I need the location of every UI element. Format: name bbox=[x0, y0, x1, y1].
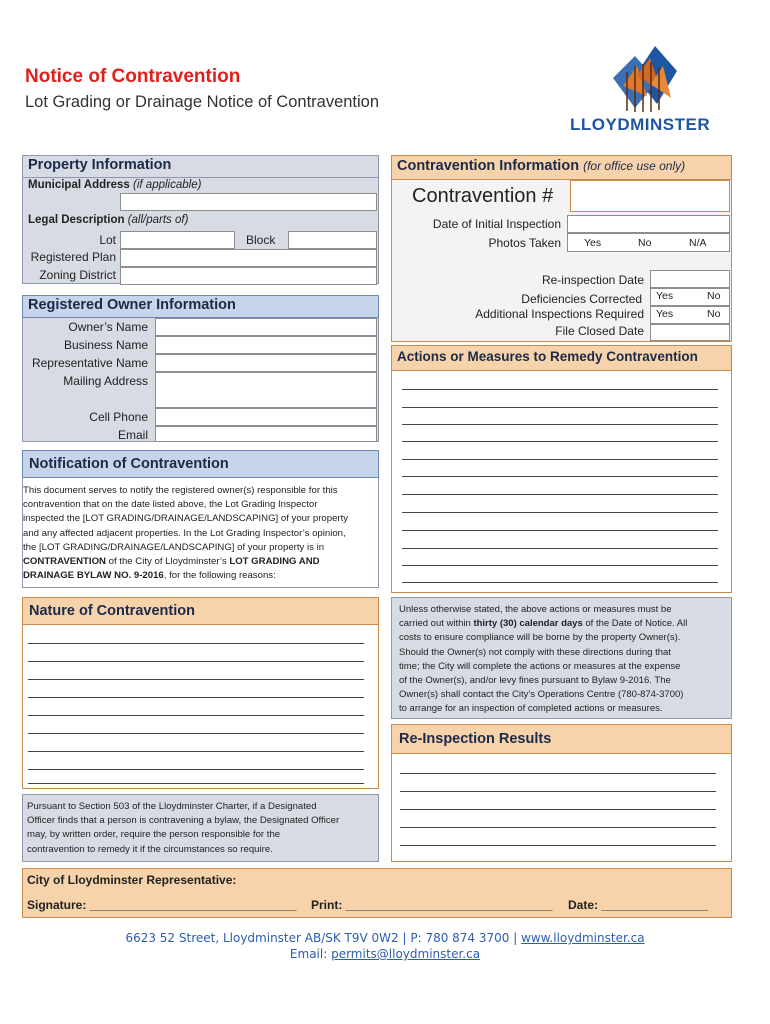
actions-line[interactable] bbox=[402, 424, 718, 425]
cell-phone-field[interactable] bbox=[155, 408, 377, 426]
actions-line[interactable] bbox=[402, 476, 718, 477]
photos-yes-option[interactable]: Yes bbox=[584, 237, 602, 249]
photos-no-option[interactable]: No bbox=[638, 237, 652, 249]
actions-line[interactable] bbox=[402, 548, 718, 549]
nature-line[interactable] bbox=[28, 643, 364, 644]
actions-line[interactable] bbox=[402, 582, 718, 583]
representative-name-field[interactable] bbox=[155, 354, 377, 372]
email-label-footer: Email: bbox=[289, 947, 332, 961]
nature-title: Nature of Contravention bbox=[29, 603, 195, 619]
representative-name-label: Representative Name bbox=[31, 356, 148, 370]
logo-text: LLOYDMINSTER bbox=[570, 115, 711, 134]
additional-yes-option[interactable]: Yes bbox=[656, 308, 674, 320]
actions-line[interactable] bbox=[402, 494, 718, 495]
date-initial-inspection-field[interactable] bbox=[567, 215, 730, 233]
nature-line[interactable] bbox=[28, 715, 364, 716]
contravention-number-label: Contravention # bbox=[412, 185, 554, 207]
reinspection-line[interactable] bbox=[400, 809, 716, 810]
actions-line[interactable] bbox=[402, 407, 718, 408]
photos-na-option[interactable]: N/A bbox=[689, 237, 707, 249]
deficiencies-yes-option[interactable]: Yes bbox=[656, 290, 674, 302]
nature-line[interactable] bbox=[28, 783, 364, 784]
lot-field[interactable] bbox=[120, 231, 235, 249]
charter-text: Pursuant to Section 503 of the Lloydminster Charter, if a Designated Officer finds that a person is contravening a bylaw, the Designated Officer may, by written order, require the person responsible for the contravention to remedy it if the circumstances so require. bbox=[27, 801, 340, 855]
actions-line[interactable] bbox=[402, 565, 718, 566]
notification-text: This document serves to notify the registered owner(s) responsible for this contravention that on the date listed above, the Lot Grading Inspector inspected the [LOT GRADING/DRAINAGE/LANDSCAPING] of your property and any affected adjacent properties. In the Lot Grading Inspector’s opinion, the [LOT GRADING/DRAINAGE/LANDSCAPING] of your property is in CONTRAVENTION of the City of Lloydminster’s LOT GRADING AND DRAINAGE BYLAW NO. 9-2016, for the following reasons: bbox=[23, 485, 349, 582]
zoning-district-label: Zoning District bbox=[39, 268, 116, 282]
page-title: Notice of Contravention bbox=[25, 66, 241, 87]
email-label: Email bbox=[117, 428, 148, 442]
signature-field[interactable]: Signature: _______________________________ bbox=[27, 898, 297, 912]
reinspection-line[interactable] bbox=[400, 773, 716, 774]
nature-line[interactable] bbox=[28, 679, 364, 680]
municipal-address-field[interactable] bbox=[120, 193, 377, 211]
business-name-field[interactable] bbox=[155, 336, 377, 354]
page-subtitle: Lot Grading or Drainage Notice of Contravention bbox=[25, 93, 380, 111]
reinspection-title: Re-Inspection Results bbox=[399, 731, 552, 747]
deficiencies-no-option[interactable]: No bbox=[707, 290, 721, 302]
email-link[interactable]: permits@lloydminster.ca bbox=[331, 947, 481, 961]
business-name-label: Business Name bbox=[63, 338, 148, 352]
legal-description-label: Legal Description (all/parts of) bbox=[28, 214, 189, 226]
nature-line[interactable] bbox=[28, 733, 364, 734]
cell-phone-label: Cell Phone bbox=[89, 410, 148, 424]
actions-line[interactable] bbox=[402, 441, 718, 442]
actions-line[interactable] bbox=[402, 459, 718, 460]
reinspection-line[interactable] bbox=[400, 791, 716, 792]
footer-email-line bbox=[0, 947, 770, 961]
compliance-text: Unless otherwise stated, the above actions or measures must be carried out within thirty (30) calendar days of the Date of Notice. All costs to ensure compliance will be borne by the property Owner(s). Should the Owner(s) not comply with these directions during that time; the City will complete the actions or measures at the expense of the Owner(s), and/or levy fines pursuant to Bylaw 9-2016. The Owner(s) shall contact the City’s Operations Centre (780-874-3700) to arrange for an inspection of completed actions or measures. bbox=[399, 604, 688, 715]
owner-info-title: Registered Owner Information bbox=[28, 297, 236, 313]
nature-line[interactable] bbox=[28, 769, 364, 770]
owners-name-label: Owner’s Name bbox=[68, 320, 148, 334]
lot-label: Lot bbox=[99, 233, 116, 247]
actions-line[interactable] bbox=[402, 389, 718, 390]
photos-taken-label: Photos Taken bbox=[488, 236, 561, 250]
date-initial-inspection-label: Date of Initial Inspection bbox=[432, 217, 561, 231]
contravention-number-field[interactable] bbox=[570, 180, 730, 212]
deficiencies-corrected-label: Deficiencies Corrected bbox=[521, 292, 642, 306]
mailing-address-field[interactable] bbox=[155, 372, 377, 408]
registered-plan-field[interactable] bbox=[120, 249, 377, 267]
website-link[interactable]: www.lloydminster.ca bbox=[521, 931, 645, 945]
reinspection-date-label: Re-inspection Date bbox=[541, 273, 644, 287]
additional-no-option[interactable]: No bbox=[707, 308, 721, 320]
reinspection-line[interactable] bbox=[400, 827, 716, 828]
actions-line[interactable] bbox=[402, 530, 718, 531]
nature-panel bbox=[22, 625, 379, 789]
nature-line[interactable] bbox=[28, 661, 364, 662]
file-closed-date-field[interactable] bbox=[650, 324, 730, 341]
notification-title: Notification of Contravention bbox=[29, 456, 229, 472]
reinspection-line[interactable] bbox=[400, 845, 716, 846]
representative-title: City of Lloydminster Representative: bbox=[27, 873, 237, 887]
property-info-title: Property Information bbox=[28, 157, 172, 173]
actions-title: Actions or Measures to Remedy Contravention bbox=[397, 349, 698, 364]
block-label: Block bbox=[246, 233, 276, 247]
zoning-district-field[interactable] bbox=[120, 267, 377, 285]
reinspection-date-field[interactable] bbox=[650, 270, 730, 288]
actions-line[interactable] bbox=[402, 512, 718, 513]
municipal-address-label: Municipal Address (if applicable) bbox=[28, 179, 202, 191]
print-field[interactable]: Print: _______________________________ bbox=[311, 898, 553, 912]
nature-line[interactable] bbox=[28, 751, 364, 752]
mailing-address-label: Mailing Address bbox=[63, 374, 148, 388]
footer-address-line bbox=[0, 931, 770, 945]
owners-name-field[interactable] bbox=[155, 318, 377, 336]
block-field[interactable] bbox=[288, 231, 377, 249]
date-field[interactable]: Date: ________________ bbox=[568, 898, 709, 912]
contravention-info-title: Contravention Information (for office use only) bbox=[397, 158, 686, 174]
registered-plan-label: Registered Plan bbox=[30, 250, 116, 264]
footer-address: 6623 52 Street, Lloydminster AB/SK T9V 0W2 | P: 780 874 3700 | bbox=[125, 931, 522, 945]
nature-line[interactable] bbox=[28, 697, 364, 698]
additional-inspections-label: Additional Inspections Required bbox=[475, 307, 644, 321]
actions-panel bbox=[391, 371, 732, 593]
file-closed-date-label: File Closed Date bbox=[555, 324, 644, 338]
email-field[interactable] bbox=[155, 426, 377, 442]
